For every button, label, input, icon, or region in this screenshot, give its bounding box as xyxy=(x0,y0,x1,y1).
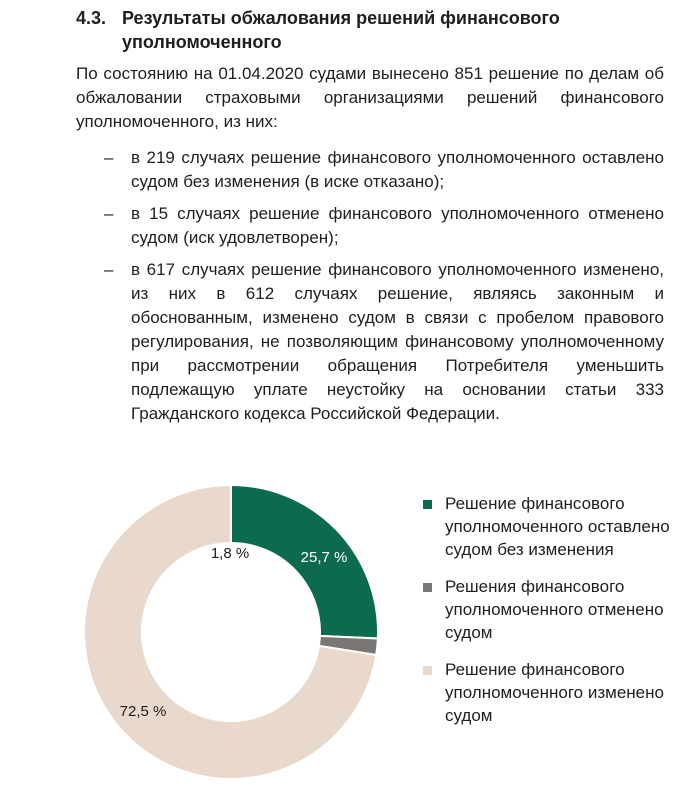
legend-item xyxy=(423,492,675,561)
list-item-text: в 219 случаях решение финансового уполномоченного оставлено судом без изменения (в иске отказано); xyxy=(131,148,664,191)
slice-data-label: 1,8 % xyxy=(210,545,250,562)
slice-data-label: 72,5 % xyxy=(119,703,167,720)
section-title: Результаты обжалования решений финансового уполномоченного xyxy=(122,8,560,52)
legend-label: Решение финансового уполномоченного оставлено судом без изменения xyxy=(445,494,670,559)
donut-chart xyxy=(0,470,698,792)
list-item-text: в 617 случаях решение финансового уполномоченного изменено, из них в 612 случаях решение, являясь законным и обоснованным, изменено судом в связи с пробелом правового регулирования, не позволяющим финансовому уполномоченному при рассмотрении обращения Потребителя уменьшить подлежащую уплате неустойку на основании статьи 333 Гражданского кодекса Российской Федерации. xyxy=(131,260,664,423)
list-dash: – xyxy=(104,260,114,279)
legend-item xyxy=(423,575,675,644)
list-item xyxy=(0,258,664,426)
list-item xyxy=(0,146,664,194)
intro-paragraph: По состоянию на 01.04.2020 судами вынесено 851 решение по делам об обжаловании страховыми организациями решений финансового уполномоченного, из них: xyxy=(76,64,664,131)
legend-swatch xyxy=(423,583,432,592)
list-dash: – xyxy=(104,148,114,167)
outcomes-list xyxy=(0,146,664,434)
legend-label: Решение финансового уполномоченного изменено судом xyxy=(445,660,664,725)
list-item xyxy=(0,202,664,250)
legend-label: Решения финансового уполномоченного отменено судом xyxy=(445,577,664,642)
legend-swatch xyxy=(423,666,432,675)
slice-data-label: 25,7 % xyxy=(300,549,348,566)
list-dash: – xyxy=(104,204,114,223)
section-number: 4.3. xyxy=(76,8,107,28)
donut-chart-svg xyxy=(0,470,400,792)
legend-item xyxy=(423,658,675,727)
list-item-text: в 15 случаях решение финансового уполномоченного отменено судом (иск удовлетворен); xyxy=(131,204,664,247)
chart-legend xyxy=(423,492,675,741)
legend-swatch xyxy=(423,500,432,509)
